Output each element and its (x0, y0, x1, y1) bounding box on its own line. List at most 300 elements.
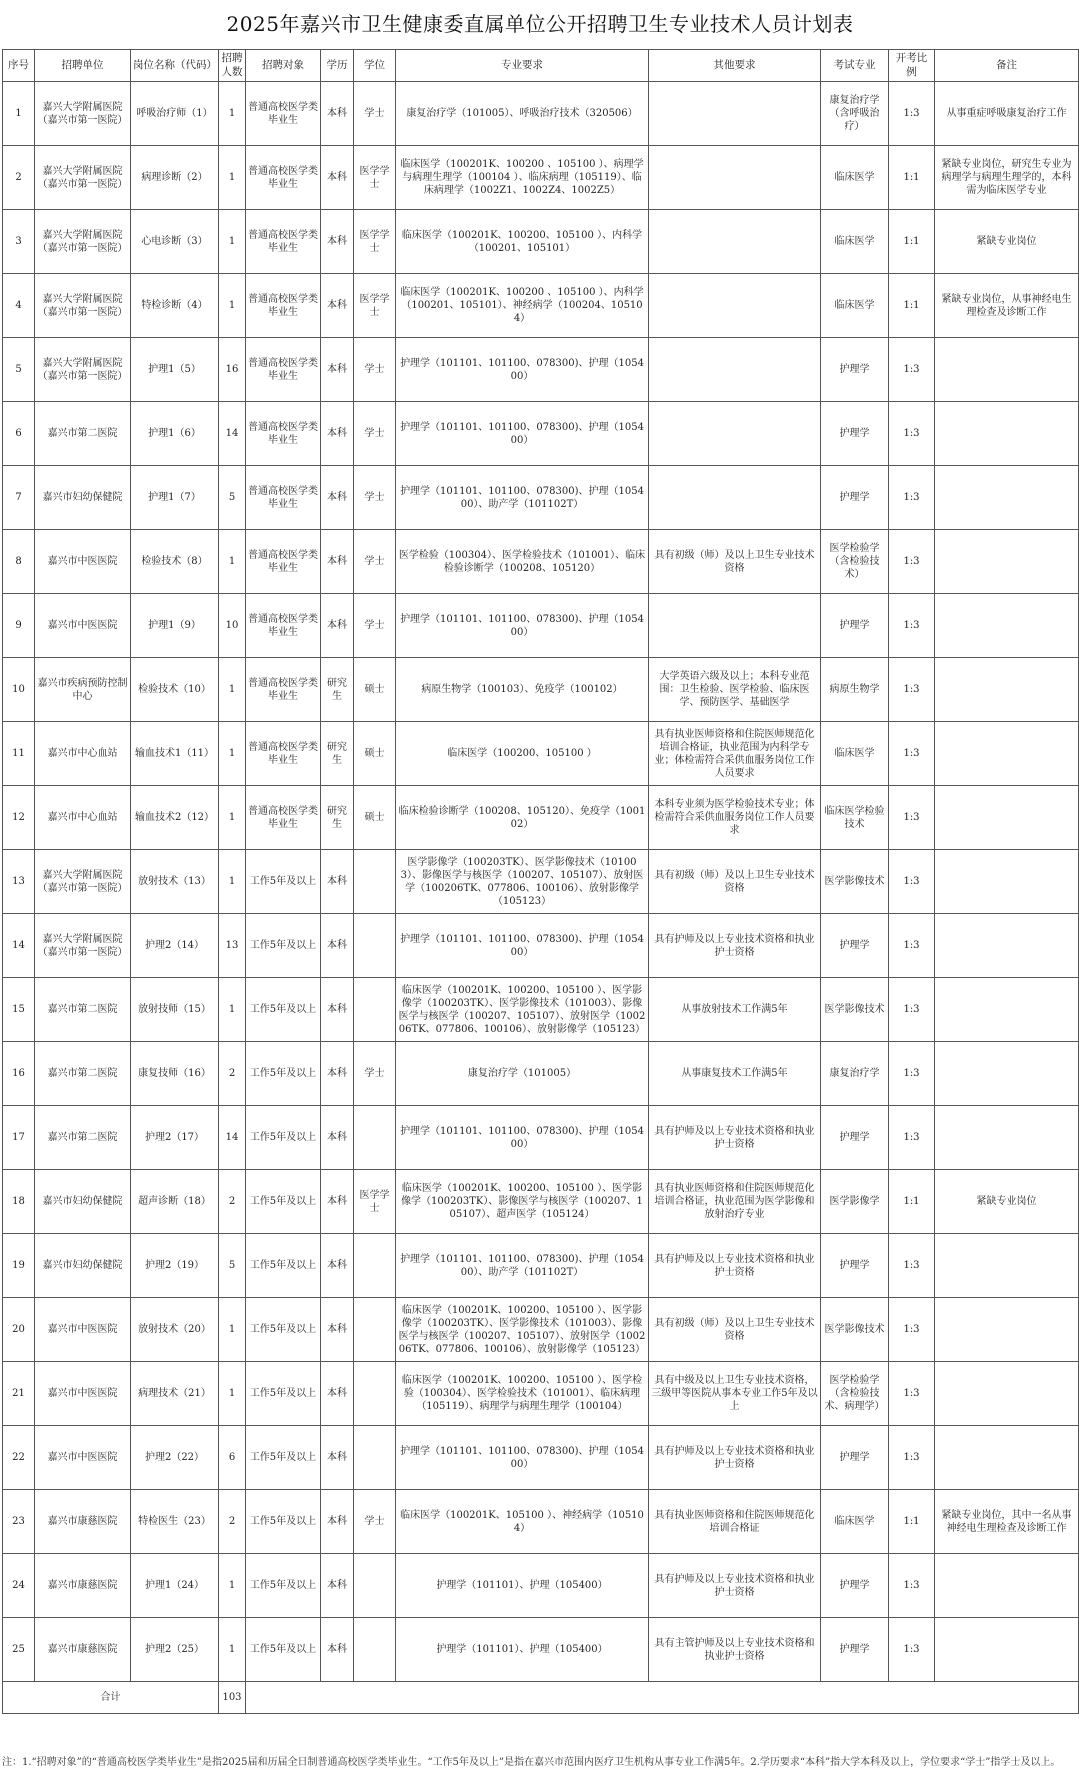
col-header-index: 序号 (3, 50, 35, 82)
cell-target: 普通高校医学类毕业生 (246, 594, 321, 658)
cell-index: 17 (3, 1106, 35, 1170)
cell-education: 本科 (321, 1298, 354, 1362)
cell-target: 工作5年及以上 (246, 1490, 321, 1554)
page-title: 2025年嘉兴市卫生健康委直属单位公开招聘卫生专业技术人员计划表 (226, 12, 854, 36)
cell-count: 2 (219, 1170, 246, 1234)
cell-degree (354, 1298, 396, 1362)
cell-remarks (935, 530, 1079, 594)
table-row (3, 1298, 1079, 1362)
cell-exam: 护理学 (821, 466, 889, 530)
cell-ratio: 1:3 (889, 1106, 935, 1170)
cell-education: 本科 (321, 338, 354, 402)
cell-position: 心电诊断（3） (131, 210, 219, 274)
cell-education: 研究生 (321, 722, 354, 786)
cell-other: 具有主管护师及以上专业技术资格和执业护士资格 (649, 1618, 821, 1682)
cell-ratio: 1:3 (889, 594, 935, 658)
cell-ratio: 1:3 (889, 914, 935, 978)
cell-target: 工作5年及以上 (246, 1426, 321, 1490)
cell-major: 临床医学（100201K、100200、105100 ）、医学影像学（100203TK）、影像医学与核医学（100207、105107）、超声医学（105124） (396, 1170, 649, 1234)
cell-remarks (935, 594, 1079, 658)
cell-remarks: 紧缺专业岗位，从事神经电生理检查及诊断工作 (935, 274, 1079, 338)
col-header-target: 招聘对象 (246, 50, 321, 82)
cell-remarks (935, 722, 1079, 786)
col-header-degree: 学位 (354, 50, 396, 82)
cell-index: 11 (3, 722, 35, 786)
cell-remarks (935, 978, 1079, 1042)
cell-other: 大学英语六级及以上；本科专业范围：卫生检验、医学检验、临床医学、预防医学、基础医学 (649, 658, 821, 722)
cell-target: 工作5年及以上 (246, 1106, 321, 1170)
cell-unit: 嘉兴市妇幼保健院 (35, 1170, 131, 1234)
total-row (3, 1682, 1079, 1714)
cell-remarks (935, 786, 1079, 850)
cell-count: 2 (219, 1490, 246, 1554)
table-row (3, 1554, 1079, 1618)
cell-target: 工作5年及以上 (246, 1362, 321, 1426)
cell-education: 本科 (321, 1042, 354, 1106)
cell-target: 工作5年及以上 (246, 914, 321, 978)
cell-other (649, 82, 821, 146)
cell-remarks: 紧缺专业岗位，其中一名从事神经电生理检查及诊断工作 (935, 1490, 1079, 1554)
cell-position: 护理2（19） (131, 1234, 219, 1298)
table-row (3, 530, 1079, 594)
cell-position: 特检医生（23） (131, 1490, 219, 1554)
cell-index: 12 (3, 786, 35, 850)
cell-education: 本科 (321, 1106, 354, 1170)
cell-target: 工作5年及以上 (246, 1042, 321, 1106)
cell-major: 护理学（101101、101100、078300)、护理（105400） (396, 914, 649, 978)
cell-education: 本科 (321, 1554, 354, 1618)
table-row (3, 402, 1079, 466)
cell-count: 14 (219, 1106, 246, 1170)
cell-education: 本科 (321, 82, 354, 146)
col-header-education: 学历 (321, 50, 354, 82)
cell-index: 24 (3, 1554, 35, 1618)
table-row (3, 210, 1079, 274)
cell-other: 本科专业须为医学检验技术专业；体检需符合采供血服务岗位工作人员要求 (649, 786, 821, 850)
cell-major: 临床医学（100201K、100200、105100 ）、医学影像学（100203TK）、医学影像技术（101003）、影像医学与核医学（100207、105107）、放射医学（100206TK、077806、100106）、放射影像学（105123） (396, 1298, 649, 1362)
cell-degree (354, 1106, 396, 1170)
cell-unit: 嘉兴市中医医院 (35, 1426, 131, 1490)
cell-unit: 嘉兴大学附属医院（嘉兴市第一医院） (35, 82, 131, 146)
cell-other (649, 402, 821, 466)
table-row (3, 1234, 1079, 1298)
col-header-position: 岗位名称（代码） (131, 50, 219, 82)
cell-exam: 临床医学 (821, 722, 889, 786)
cell-ratio: 1:3 (889, 1042, 935, 1106)
cell-exam: 护理学 (821, 1554, 889, 1618)
cell-degree (354, 1234, 396, 1298)
cell-exam: 康复治疗学 (821, 1042, 889, 1106)
cell-unit: 嘉兴市中医医院 (35, 530, 131, 594)
cell-unit: 嘉兴市第二医院 (35, 402, 131, 466)
col-header-major: 专业要求 (396, 50, 649, 82)
cell-other: 具有执业医师资格和住院医师规范化培训合格证，执业范围为医学影像和放射治疗专业 (649, 1170, 821, 1234)
cell-remarks: 从事重症呼吸康复治疗工作 (935, 82, 1079, 146)
cell-degree: 学士 (354, 402, 396, 466)
cell-target: 普通高校医学类毕业生 (246, 274, 321, 338)
cell-education: 本科 (321, 530, 354, 594)
cell-degree: 学士 (354, 466, 396, 530)
cell-education: 本科 (321, 850, 354, 914)
total-label: 合计 (3, 1682, 219, 1714)
cell-education: 本科 (321, 1426, 354, 1490)
col-header-ratio: 开考比例 (889, 50, 935, 82)
cell-ratio: 1:3 (889, 530, 935, 594)
cell-index: 2 (3, 146, 35, 210)
cell-other: 具有初级（师）及以上卫生专业技术资格 (649, 530, 821, 594)
cell-remarks: 紧缺专业岗位 (935, 210, 1079, 274)
cell-exam: 护理学 (821, 1618, 889, 1682)
cell-degree: 硕士 (354, 786, 396, 850)
cell-count: 13 (219, 914, 246, 978)
cell-degree: 硕士 (354, 722, 396, 786)
cell-unit: 嘉兴大学附属医院（嘉兴市第一医院） (35, 146, 131, 210)
cell-target: 普通高校医学类毕业生 (246, 722, 321, 786)
cell-degree: 医学学士 (354, 274, 396, 338)
cell-position: 检验技术（10） (131, 658, 219, 722)
cell-index: 22 (3, 1426, 35, 1490)
table-row (3, 1618, 1079, 1682)
cell-unit: 嘉兴市第二医院 (35, 1042, 131, 1106)
cell-exam: 医学影像技术 (821, 850, 889, 914)
cell-index: 5 (3, 338, 35, 402)
cell-degree (354, 850, 396, 914)
cell-education: 本科 (321, 274, 354, 338)
cell-degree (354, 978, 396, 1042)
cell-count: 14 (219, 402, 246, 466)
cell-other (649, 274, 821, 338)
cell-index: 14 (3, 914, 35, 978)
cell-ratio: 1:3 (889, 978, 935, 1042)
cell-position: 超声诊断（18） (131, 1170, 219, 1234)
cell-exam: 护理学 (821, 1234, 889, 1298)
cell-remarks (935, 402, 1079, 466)
cell-target: 工作5年及以上 (246, 1298, 321, 1362)
cell-position: 护理1（5） (131, 338, 219, 402)
cell-ratio: 1:1 (889, 274, 935, 338)
cell-major: 临床医学（100201K、100200 、105100 ）、内科学（100201、105101）、神经病学（100204、105104） (396, 274, 649, 338)
cell-unit: 嘉兴大学附属医院（嘉兴市第一医院） (35, 338, 131, 402)
cell-other: 具有初级（师）及以上卫生专业技术资格 (649, 1298, 821, 1362)
cell-count: 1 (219, 1362, 246, 1426)
cell-ratio: 1:3 (889, 1234, 935, 1298)
cell-position: 病理技术（21） (131, 1362, 219, 1426)
table-body (3, 82, 1079, 1714)
cell-target: 工作5年及以上 (246, 1170, 321, 1234)
cell-unit: 嘉兴市中医医院 (35, 1298, 131, 1362)
cell-education: 本科 (321, 1490, 354, 1554)
cell-remarks (935, 1618, 1079, 1682)
cell-degree (354, 1618, 396, 1682)
cell-unit: 嘉兴市第二医院 (35, 1106, 131, 1170)
cell-unit: 嘉兴大学附属医院（嘉兴市第一医院） (35, 850, 131, 914)
cell-ratio: 1:3 (889, 1554, 935, 1618)
cell-degree: 学士 (354, 530, 396, 594)
header-row (3, 50, 1079, 82)
cell-other: 具有护师及以上专业技术资格和执业护士资格 (649, 1426, 821, 1490)
total-filler (246, 1682, 1079, 1714)
cell-unit: 嘉兴市中心血站 (35, 722, 131, 786)
cell-ratio: 1:3 (889, 82, 935, 146)
cell-remarks (935, 1554, 1079, 1618)
cell-unit: 嘉兴市妇幼保健院 (35, 1234, 131, 1298)
cell-degree: 医学学士 (354, 1170, 396, 1234)
cell-major: 临床检验诊断学（100208、105120）、免疫学（100102） (396, 786, 649, 850)
cell-count: 6 (219, 1426, 246, 1490)
table-row (3, 146, 1079, 210)
cell-remarks (935, 1042, 1079, 1106)
cell-education: 研究生 (321, 658, 354, 722)
table-row (3, 338, 1079, 402)
table-row (3, 978, 1079, 1042)
table-row (3, 82, 1079, 146)
cell-target: 普通高校医学类毕业生 (246, 82, 321, 146)
cell-ratio: 1:3 (889, 1362, 935, 1426)
cell-position: 护理2（14） (131, 914, 219, 978)
cell-position: 护理2（25） (131, 1618, 219, 1682)
cell-other: 具有执业医师资格和住院医师规范化培训合格证 (649, 1490, 821, 1554)
cell-ratio: 1:3 (889, 1298, 935, 1362)
cell-other (649, 466, 821, 530)
cell-count: 5 (219, 1234, 246, 1298)
cell-count: 10 (219, 594, 246, 658)
cell-ratio: 1:3 (889, 466, 935, 530)
cell-other: 从事康复技术工作满5年 (649, 1042, 821, 1106)
cell-education: 本科 (321, 1234, 354, 1298)
cell-target: 工作5年及以上 (246, 1554, 321, 1618)
cell-index: 6 (3, 402, 35, 466)
cell-position: 护理2（17） (131, 1106, 219, 1170)
col-header-unit: 招聘单位 (35, 50, 131, 82)
cell-major: 康复治疗学（101005）、呼吸治疗技术（320506） (396, 82, 649, 146)
cell-unit: 嘉兴市康慈医院 (35, 1554, 131, 1618)
cell-ratio: 1:3 (889, 722, 935, 786)
table-row (3, 914, 1079, 978)
cell-exam: 临床医学检验技术 (821, 786, 889, 850)
cell-remarks (935, 850, 1079, 914)
cell-degree: 硕士 (354, 658, 396, 722)
cell-major: 医学检验（100304）、医学检验技术（101001）、临床检验诊断学（100208、105120） (396, 530, 649, 594)
cell-position: 病理诊断（2） (131, 146, 219, 210)
cell-count: 1 (219, 82, 246, 146)
cell-degree: 医学学士 (354, 210, 396, 274)
cell-position: 放射技师（15） (131, 978, 219, 1042)
cell-target: 普通高校医学类毕业生 (246, 530, 321, 594)
cell-exam: 医学检验学（含检验技术、病理学） (821, 1362, 889, 1426)
cell-exam: 医学影像技术 (821, 978, 889, 1042)
cell-exam: 护理学 (821, 338, 889, 402)
cell-index: 20 (3, 1298, 35, 1362)
cell-position: 呼吸治疗师（1） (131, 82, 219, 146)
table-row (3, 1106, 1079, 1170)
cell-education: 本科 (321, 1362, 354, 1426)
table-row (3, 466, 1079, 530)
cell-count: 1 (219, 210, 246, 274)
cell-position: 护理1（7） (131, 466, 219, 530)
cell-position: 特检诊断（4） (131, 274, 219, 338)
cell-position: 输血技术2（12） (131, 786, 219, 850)
cell-index: 10 (3, 658, 35, 722)
cell-education: 本科 (321, 594, 354, 658)
cell-major: 护理学（101101、101100、078300)、护理（105400） (396, 594, 649, 658)
col-header-remarks: 备注 (935, 50, 1079, 82)
cell-degree (354, 914, 396, 978)
table-row (3, 722, 1079, 786)
cell-target: 普通高校医学类毕业生 (246, 786, 321, 850)
cell-count: 1 (219, 1618, 246, 1682)
cell-major: 临床医学（100201K、100200 、105100 ）、病理学与病理生理学（100104 ）、临床病理（105119）、临床病理学（1002Z1、1002Z4、1002Z5） (396, 146, 649, 210)
cell-target: 普通高校医学类毕业生 (246, 402, 321, 466)
cell-education: 本科 (321, 402, 354, 466)
cell-ratio: 1:3 (889, 1618, 935, 1682)
cell-target: 工作5年及以上 (246, 1618, 321, 1682)
cell-education: 本科 (321, 914, 354, 978)
table-row (3, 1426, 1079, 1490)
recruitment-plan-table (2, 49, 1079, 1714)
cell-index: 25 (3, 1618, 35, 1682)
cell-major: 医学影像学（100203TK）、医学影像技术（101003）、影像医学与核医学（100207、105107）、放射医学（100206TK、077806、100106）、放射影像学（105123） (396, 850, 649, 914)
cell-exam: 护理学 (821, 1426, 889, 1490)
cell-degree: 学士 (354, 1042, 396, 1106)
cell-major: 护理学（101101、101100、078300)、护理（105400） (396, 338, 649, 402)
cell-exam: 病原生物学 (821, 658, 889, 722)
cell-index: 8 (3, 530, 35, 594)
cell-position: 护理1（6） (131, 402, 219, 466)
cell-exam: 临床医学 (821, 146, 889, 210)
cell-index: 16 (3, 1042, 35, 1106)
cell-count: 1 (219, 658, 246, 722)
cell-count: 16 (219, 338, 246, 402)
cell-index: 15 (3, 978, 35, 1042)
cell-degree: 学士 (354, 338, 396, 402)
cell-education: 本科 (321, 210, 354, 274)
table-row (3, 1042, 1079, 1106)
cell-position: 输血技术1（11） (131, 722, 219, 786)
col-header-other: 其他要求 (649, 50, 821, 82)
cell-ratio: 1:3 (889, 658, 935, 722)
cell-unit: 嘉兴市疾病预防控制中心 (35, 658, 131, 722)
cell-exam: 护理学 (821, 594, 889, 658)
cell-index: 13 (3, 850, 35, 914)
cell-target: 工作5年及以上 (246, 850, 321, 914)
cell-position: 护理1（24） (131, 1554, 219, 1618)
cell-count: 1 (219, 1298, 246, 1362)
cell-position: 康复技师（16） (131, 1042, 219, 1106)
cell-target: 工作5年及以上 (246, 978, 321, 1042)
cell-unit: 嘉兴大学附属医院（嘉兴市第一医院） (35, 210, 131, 274)
table-row (3, 594, 1079, 658)
cell-remarks (935, 1234, 1079, 1298)
cell-major: 护理学（101101、101100、078300)、护理（105400） (396, 402, 649, 466)
cell-ratio: 1:1 (889, 210, 935, 274)
cell-remarks (935, 658, 1079, 722)
cell-exam: 临床医学 (821, 274, 889, 338)
cell-other: 具有护师及以上专业技术资格和执业护士资格 (649, 1106, 821, 1170)
cell-target: 普通高校医学类毕业生 (246, 210, 321, 274)
cell-ratio: 1:3 (889, 786, 935, 850)
cell-ratio: 1:3 (889, 338, 935, 402)
cell-ratio: 1:1 (889, 1170, 935, 1234)
cell-ratio: 1:3 (889, 850, 935, 914)
cell-major: 护理学（101101）、护理（105400） (396, 1554, 649, 1618)
cell-index: 23 (3, 1490, 35, 1554)
cell-other (649, 338, 821, 402)
cell-ratio: 1:3 (889, 402, 935, 466)
cell-unit: 嘉兴大学附属医院（嘉兴市第一医院） (35, 274, 131, 338)
cell-position: 放射技术（13） (131, 850, 219, 914)
cell-count: 1 (219, 978, 246, 1042)
cell-other: 具有护师及以上专业技术资格和执业护士资格 (649, 1554, 821, 1618)
cell-other (649, 210, 821, 274)
cell-degree: 学士 (354, 82, 396, 146)
cell-other: 具有执业医师资格和住院医师规范化培训合格证，执业范围为内科学专业；体检需符合采供血服务岗位工作人员要求 (649, 722, 821, 786)
cell-unit: 嘉兴市康慈医院 (35, 1490, 131, 1554)
cell-other: 从事放射技术工作满5年 (649, 978, 821, 1042)
cell-target: 普通高校医学类毕业生 (246, 466, 321, 530)
cell-count: 1 (219, 722, 246, 786)
cell-count: 1 (219, 146, 246, 210)
cell-index: 4 (3, 274, 35, 338)
cell-other: 具有护师及以上专业技术资格和执业护士资格 (649, 1234, 821, 1298)
cell-other: 具有护师及以上专业技术资格和执业护士资格 (649, 914, 821, 978)
cell-exam: 护理学 (821, 402, 889, 466)
cell-major: 护理学（101101、101100、078300)、护理（105400）、助产学（101102T） (396, 1234, 649, 1298)
cell-education: 本科 (321, 146, 354, 210)
cell-target: 普通高校医学类毕业生 (246, 658, 321, 722)
cell-index: 9 (3, 594, 35, 658)
cell-other (649, 146, 821, 210)
cell-degree: 学士 (354, 1490, 396, 1554)
cell-count: 1 (219, 530, 246, 594)
cell-unit: 嘉兴市第二医院 (35, 978, 131, 1042)
cell-index: 19 (3, 1234, 35, 1298)
cell-major: 护理学（101101、101100、078300)、护理（105400） (396, 1426, 649, 1490)
cell-exam: 医学检验学（含检验技术） (821, 530, 889, 594)
cell-unit: 嘉兴市妇幼保健院 (35, 466, 131, 530)
cell-degree: 医学学士 (354, 146, 396, 210)
table-row (3, 786, 1079, 850)
cell-remarks: 紧缺专业岗位，研究生专业为病理学与病理生理学的，本科需为临床医学专业 (935, 146, 1079, 210)
col-header-count: 招聘人数 (219, 50, 246, 82)
col-header-exam: 考试专业 (821, 50, 889, 82)
total-value: 103 (219, 1682, 246, 1714)
cell-count: 1 (219, 850, 246, 914)
cell-education: 本科 (321, 466, 354, 530)
cell-other: 具有中级及以上卫生专业技术资格，三级甲等医院从事本专业工作5年及以上 (649, 1362, 821, 1426)
cell-count: 1 (219, 1554, 246, 1618)
cell-remarks (935, 1426, 1079, 1490)
cell-degree (354, 1554, 396, 1618)
cell-exam: 护理学 (821, 914, 889, 978)
cell-position: 护理1（9） (131, 594, 219, 658)
cell-ratio: 1:3 (889, 1426, 935, 1490)
table-row (3, 850, 1079, 914)
table-row (3, 658, 1079, 722)
cell-remarks (935, 338, 1079, 402)
cell-education: 本科 (321, 1170, 354, 1234)
cell-degree: 学士 (354, 594, 396, 658)
table-row (3, 1362, 1079, 1426)
cell-remarks (935, 1298, 1079, 1362)
cell-major: 临床医学（100201K、100200、105100 ）、医学检验（100304）、医学检验技术（101001）、临床病理（105119）、病理学与病理生理学（100104） (396, 1362, 649, 1426)
cell-degree (354, 1362, 396, 1426)
cell-major: 临床医学（100200、105100 ） (396, 722, 649, 786)
cell-index: 7 (3, 466, 35, 530)
cell-target: 普通高校医学类毕业生 (246, 146, 321, 210)
cell-major: 临床医学（100201K、100200、105100 ）、内科学（100201、105101） (396, 210, 649, 274)
cell-count: 2 (219, 1042, 246, 1106)
cell-index: 1 (3, 82, 35, 146)
